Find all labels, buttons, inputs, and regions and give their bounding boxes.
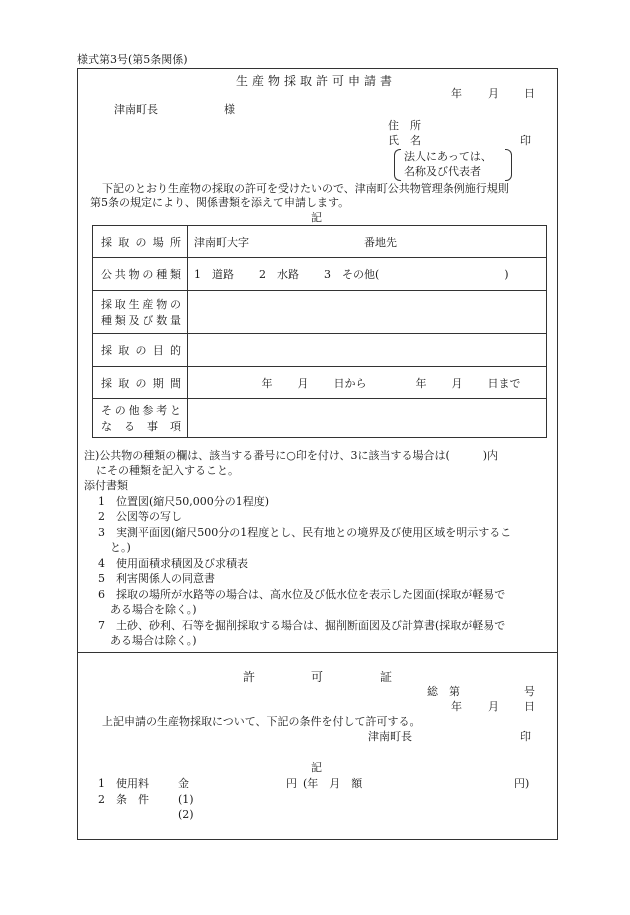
conditions-label: 2 条 件 (98, 793, 149, 806)
table-row-product (93, 291, 547, 334)
attachment-6-cont: ある場合を除く。) (110, 603, 197, 616)
attachments-title: 添付書類 (84, 479, 128, 492)
attachment-4: 4 使用面積求積図及び求積表 (98, 557, 248, 570)
value-other[interactable] (188, 399, 547, 438)
app-year: 年 (451, 87, 462, 100)
addressee-honorific: 様 (224, 103, 235, 116)
attachment-5: 5 利害関係人の同意書 (98, 572, 215, 585)
location-suffix: 番地先 (364, 235, 397, 249)
label-location (93, 226, 188, 258)
name-label: 氏 名 (388, 134, 421, 147)
label-location-chars: 採 取 の 場 所 (101, 235, 181, 249)
permit-seal: 印 (520, 730, 531, 743)
fee-annual: (年 月 額 (303, 777, 363, 790)
type-option-1[interactable]: 1 道路 (194, 268, 234, 281)
attachment-1: 1 位置図(縮尺50,000分の1程度) (98, 495, 270, 508)
label-type-chars: 公 共 物 の 種 類 (101, 268, 181, 281)
app-day: 日 (524, 87, 535, 100)
table-row-other (93, 399, 547, 438)
period-start-day: 日から (333, 376, 367, 390)
note-line-2: にその種類を記入すること。 (96, 464, 239, 477)
type-option-2[interactable]: 2 水路 (259, 268, 299, 281)
attachment-3: 3 実測平面図(縮尺500分の1程度とし、民有地との境界及び使用区域を明示するこ (98, 526, 512, 539)
application-ki: 記 (311, 211, 322, 224)
corporate-note-line-2: 名称及び代表者 (404, 165, 481, 178)
form-frame (77, 68, 558, 840)
fee-label: 1 使用料 (98, 777, 149, 790)
label-other-line-1: そ の 他 参 考 と (101, 404, 181, 417)
application-body-line-2: 第5条の規定により、関係書類を添えて申請します。 (90, 196, 350, 209)
permit-year: 年 (451, 700, 462, 713)
label-type (93, 258, 188, 291)
value-location[interactable] (188, 226, 547, 258)
permit-title-1: 許 (243, 670, 260, 684)
fee-yen-end: 円) (514, 777, 530, 790)
permit-body: 上記申請の生産物採取について、下記の条件を付して許可する。 (102, 715, 421, 728)
permit-title-2: 可 (311, 670, 328, 684)
label-product-line-2: 種 類 及 び 数 量 (101, 314, 181, 327)
permit-title-3: 証 (380, 670, 397, 684)
table-row-location (93, 226, 547, 258)
value-product[interactable] (188, 291, 547, 334)
table-row-period (93, 367, 547, 399)
table-row-type (93, 258, 547, 291)
label-period-chars: 採 取 の 期 間 (101, 376, 181, 390)
value-period[interactable] (188, 367, 547, 399)
period-start-year: 年 (261, 376, 273, 390)
section-divider (78, 652, 557, 653)
attachment-3-cont: と。) (110, 541, 131, 554)
location-prefix: 津南町大字 (194, 235, 249, 249)
type-option-3[interactable]: 3 その他( (324, 268, 380, 281)
form-number: 様式第3号(第5条関係) (77, 53, 188, 66)
application-title: 生産物採取許可申請書 (236, 74, 397, 88)
app-month: 月 (488, 87, 499, 100)
attachment-2: 2 公図等の写し (98, 510, 182, 523)
label-other (93, 399, 188, 438)
period-end-year: 年 (415, 376, 427, 390)
permit-issuer: 津南町長 (368, 730, 412, 743)
condition-item-2: (2) (178, 808, 194, 821)
address-label: 住 所 (388, 119, 421, 132)
condition-item-1: (1) (178, 793, 194, 806)
addressee-name: 津南町長 (114, 103, 158, 116)
attachment-7: 7 土砂、砂利、石等を掘削採取する場合は、掘削断面図及び計算書(採取が軽易で (98, 619, 506, 632)
period-start-month: 月 (297, 376, 309, 390)
application-table (92, 225, 547, 438)
attachment-6: 6 採取の場所が水路等の場合は、高水位及び低水位を表示した図面(採取が軽易で (98, 588, 506, 601)
fee-yen: 円 (286, 777, 297, 790)
value-purpose[interactable] (188, 334, 547, 367)
period-end-month: 月 (451, 376, 463, 390)
corporate-note-line-1: 法人にあっては、 (404, 150, 492, 163)
permit-day: 日 (524, 700, 535, 713)
label-product (93, 291, 188, 334)
permit-ki: 記 (311, 761, 322, 774)
permit-number-suffix: 号 (524, 685, 535, 698)
label-period (93, 367, 188, 399)
application-body-line-1: 下記のとおり生産物の採取の許可を受けたいので、津南町公共物管理条例施行規則 (102, 182, 509, 195)
label-purpose-chars: 採 取 の 目 的 (101, 344, 181, 357)
note-line-1: 注)公共物の種類の欄は、該当する番号に○印を付け、3に該当する場合は( )内 (84, 449, 499, 462)
table-row-purpose (93, 334, 547, 367)
applicant-seal: 印 (520, 134, 531, 147)
fee-kin: 金 (178, 777, 189, 790)
type-option-3-close: ) (504, 268, 509, 281)
permit-month: 月 (488, 700, 499, 713)
period-end-day: 日まで (487, 376, 521, 390)
label-product-line-1: 採 取 生 産 物 の (101, 298, 181, 311)
value-type[interactable] (188, 258, 547, 291)
permit-number-prefix: 総 第 (427, 685, 460, 698)
attachment-7-cont: ある場合は除く。) (110, 634, 197, 647)
label-purpose (93, 334, 188, 367)
corporate-note-bracket (394, 149, 512, 179)
label-other-line-2: な る 事 項 (101, 420, 181, 433)
